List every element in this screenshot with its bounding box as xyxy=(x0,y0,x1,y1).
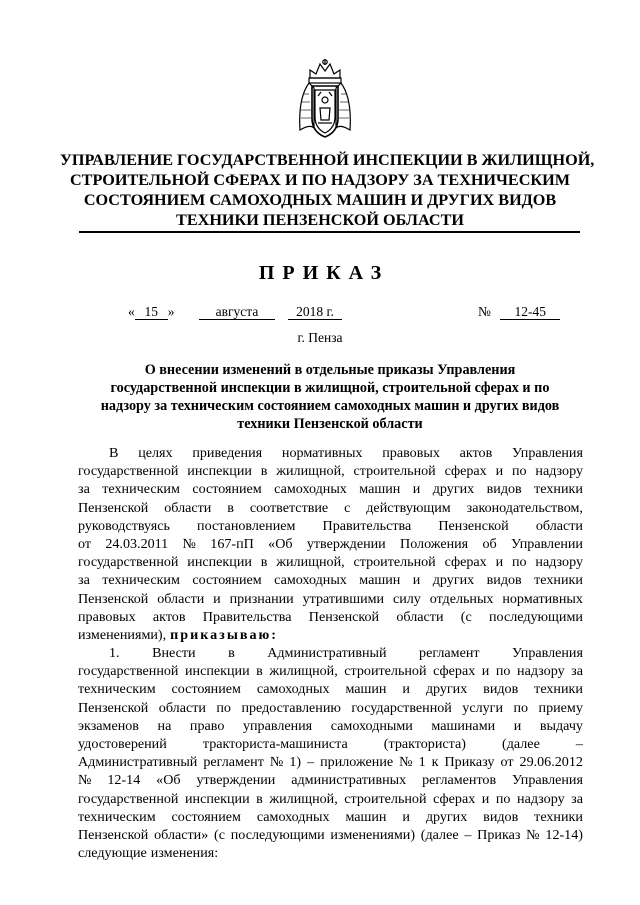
body-word: жилищной, xyxy=(269,663,338,680)
body-line xyxy=(78,771,583,789)
body-word: в xyxy=(256,663,263,680)
body-word: (с xyxy=(214,826,225,843)
body-word: Административный xyxy=(267,645,387,662)
body-word: за xyxy=(571,663,583,680)
body-word: самоходных xyxy=(274,572,347,589)
body-word: и xyxy=(402,681,410,698)
body-word: за xyxy=(78,572,90,589)
body-word: состоянием xyxy=(171,681,241,698)
body-word: состоянием xyxy=(171,808,241,825)
body-word: техники xyxy=(534,681,583,698)
body-word: в xyxy=(227,499,234,516)
body-word: и xyxy=(213,590,221,607)
body-word: надзору xyxy=(517,790,565,807)
body-word: актов xyxy=(152,608,186,625)
body-word: услуги xyxy=(462,699,504,716)
body-word: признании xyxy=(229,590,294,607)
body-word: области xyxy=(157,590,205,607)
body-word: № xyxy=(182,535,196,552)
body-word: – xyxy=(307,754,315,771)
body-word: изменениями) xyxy=(330,826,416,843)
body-word: сферах xyxy=(444,554,487,571)
body-word: строительной xyxy=(353,554,436,571)
order-number xyxy=(478,304,560,320)
body-word: актов xyxy=(459,445,493,461)
body-word: за xyxy=(571,790,583,807)
order-month xyxy=(199,304,275,320)
body-line xyxy=(78,480,583,498)
body-word: техники xyxy=(534,572,583,589)
body-word: в xyxy=(260,463,268,480)
body-word: Приказу xyxy=(444,754,495,771)
body-word: видов xyxy=(483,681,519,698)
body-word: административных xyxy=(291,772,407,789)
body-word: Внести xyxy=(152,645,196,662)
body-word: государственной xyxy=(78,554,179,571)
day-value: 15 xyxy=(135,304,168,320)
body-word: нормативных xyxy=(281,445,363,461)
body-word: государственной xyxy=(78,463,179,480)
body-word: – xyxy=(464,826,472,843)
org-line: УПРАВЛЕНИЕ ГОСУДАРСТВЕННОЙ ИНСПЕКЦИИ В ЖИЛИЩНОЙ, xyxy=(60,151,595,169)
body-line xyxy=(78,590,583,608)
body-word: законодательством, xyxy=(466,499,583,516)
body-word: состоянием xyxy=(192,572,262,589)
body-word: Пензенской xyxy=(78,590,149,607)
body-word: по xyxy=(216,699,231,716)
body-word: сферах xyxy=(433,790,476,807)
body-word: строительной xyxy=(353,463,436,480)
body-word: самоходных xyxy=(256,808,330,825)
body-word: с xyxy=(344,499,351,516)
body-word: и xyxy=(495,463,504,480)
body-word: государственной xyxy=(351,699,452,716)
body-word: 1 xyxy=(418,754,426,771)
body-word: видов xyxy=(483,808,519,825)
body-word: жилищной, xyxy=(276,463,345,480)
body-word: машинами xyxy=(431,717,496,734)
body-word: Административный xyxy=(78,754,198,771)
body-word: на xyxy=(157,717,172,734)
body-word: в xyxy=(228,645,235,662)
body-word: Пензенской xyxy=(78,699,149,716)
body-word: инспекции xyxy=(187,463,252,480)
order-subject xyxy=(80,361,580,433)
body-word: в xyxy=(256,790,263,807)
body-word: № xyxy=(269,754,284,771)
body-line xyxy=(78,444,583,462)
document-title: ПРИКАЗ xyxy=(258,262,390,284)
body-line xyxy=(78,753,583,771)
body-word: от xyxy=(500,754,514,771)
body-word: силу xyxy=(392,590,421,607)
body-word: Правительства xyxy=(322,517,412,534)
body-line xyxy=(78,462,583,480)
quote-open: « xyxy=(128,304,135,319)
body-word: по xyxy=(495,663,511,680)
order-directive: приказываю: xyxy=(170,626,278,643)
body-word: и xyxy=(412,481,421,498)
body-word: изменения: xyxy=(150,845,219,862)
body-word: инспекции xyxy=(187,554,252,571)
body-word: «Об xyxy=(268,535,293,552)
body-word: самоходными xyxy=(330,717,413,734)
body-word: приложение xyxy=(320,754,394,771)
body-word: за xyxy=(78,481,90,498)
body-word: техническим xyxy=(78,681,156,698)
body-line xyxy=(78,608,583,626)
body-line xyxy=(78,644,583,662)
body-word: Управления xyxy=(512,772,583,789)
body-word: руководствуясь xyxy=(78,517,170,534)
body-word: Управления xyxy=(512,445,583,461)
body-line xyxy=(78,626,583,644)
body-word: 12-14) xyxy=(545,826,583,843)
body-word: утратившими xyxy=(302,590,385,607)
body-word: об xyxy=(482,535,497,552)
body-word: сферах xyxy=(433,663,476,680)
body-line xyxy=(78,808,583,826)
body-word: и xyxy=(402,808,410,825)
body-word: постановлением xyxy=(197,517,296,534)
org-line: СТРОИТЕЛЬНОЙ СФЕРАХ И ПО НАДЗОРУ ЗА ТЕХНИЧЕСКИМ xyxy=(69,171,571,189)
body-word: № xyxy=(399,754,413,771)
order-day xyxy=(128,304,175,320)
body-word: надзору xyxy=(535,463,583,480)
body-word: государственной xyxy=(78,790,179,807)
body-word: состоянием xyxy=(192,481,262,498)
body-word: в xyxy=(260,554,268,571)
body-word: по xyxy=(513,699,529,716)
body-word: Пензенской xyxy=(78,499,149,516)
body-line xyxy=(78,680,583,698)
subject-line: техники Пензенской области xyxy=(237,416,423,432)
body-word: и xyxy=(495,554,504,571)
body-word: регламент xyxy=(419,645,480,662)
order-year xyxy=(288,304,342,320)
body-word: других xyxy=(425,808,468,825)
body-word: соответствие xyxy=(249,499,329,516)
body-word: Положения xyxy=(400,535,469,552)
body-line xyxy=(78,499,583,517)
body-word: право xyxy=(189,717,225,734)
body-word: экзаменов xyxy=(78,717,139,734)
city: г. Пенза xyxy=(297,330,343,345)
body-word: машин xyxy=(359,481,401,498)
header-divider xyxy=(79,231,580,233)
body-word: приведения xyxy=(192,445,263,461)
body-word: управления xyxy=(242,717,313,734)
body-word: правовых xyxy=(78,608,136,625)
body-word: и xyxy=(481,790,490,807)
coat-of-arms-icon xyxy=(296,58,354,140)
body-word: государственной xyxy=(78,663,179,680)
body-word: жилищной, xyxy=(269,790,338,807)
body-line xyxy=(78,662,583,680)
body-word: изменениями), xyxy=(78,626,167,643)
body-word: техническим xyxy=(102,572,180,589)
body-line xyxy=(78,735,583,753)
body-word: видов xyxy=(486,481,522,498)
body-word: и xyxy=(513,717,522,734)
body-word: (с xyxy=(460,608,472,625)
month-value: августа xyxy=(199,304,275,320)
number-value: 12-45 xyxy=(500,304,560,320)
body-line xyxy=(78,571,583,589)
body-word: следующие xyxy=(78,845,147,862)
body-word: Управлении xyxy=(510,535,583,552)
body-word: инспекции xyxy=(185,663,250,680)
subject-line: надзору за техническим состоянием самоходных машин и других видов xyxy=(100,398,560,414)
body-line xyxy=(78,699,583,717)
body-word: удостоверений xyxy=(78,736,167,752)
body-word: последующими xyxy=(230,826,325,843)
body-word: регламент xyxy=(203,754,264,771)
body-word: по xyxy=(495,790,511,807)
body-word: других xyxy=(425,681,468,698)
body-word: отдельных xyxy=(429,590,494,607)
body-word: утверждении xyxy=(196,772,276,789)
body-word: по xyxy=(511,463,527,480)
year-value: 2018 г. xyxy=(288,304,342,320)
body-word: от xyxy=(78,535,92,552)
body-word: других xyxy=(432,481,475,498)
org-line: ТЕХНИКИ ПЕНЗЕНСКОЙ ОБЛАСТИ xyxy=(176,211,464,229)
body-word: самоходных xyxy=(256,681,330,698)
body-word: действующим xyxy=(366,499,451,516)
org-line: СОСТОЯНИЕМ САМОХОДНЫХ МАШИН И ДРУГИХ ВИДОВ xyxy=(83,191,557,209)
body-word: строительной xyxy=(344,790,427,807)
body-word: 29.06.2012 xyxy=(519,754,583,771)
body-word: целях xyxy=(138,445,173,461)
body-line xyxy=(78,517,583,535)
body-word: (далее xyxy=(502,736,540,752)
body-word: видов xyxy=(486,572,522,589)
body-word: по xyxy=(511,554,527,571)
body-word: «Об xyxy=(156,772,181,789)
body-word: инспекции xyxy=(185,790,250,807)
body-word: В xyxy=(109,445,119,461)
body-word: Правительства xyxy=(202,608,292,625)
body-word: машин xyxy=(345,808,387,825)
body-word: и xyxy=(481,663,490,680)
body-line xyxy=(78,826,583,844)
body-line xyxy=(78,535,583,553)
number-sign: № xyxy=(478,304,491,319)
body-word: техники xyxy=(534,808,583,825)
body-word: сферах xyxy=(444,463,487,480)
body-word: нормативных xyxy=(502,590,583,607)
body-line xyxy=(78,553,583,571)
body-word: Пензенской xyxy=(308,608,380,625)
subject-line: государственной инспекции в жилищной, строительной сферах и по xyxy=(110,380,550,396)
quote-close: » xyxy=(167,304,175,319)
body-word: (тракториста) xyxy=(383,736,466,752)
body-word: и xyxy=(412,572,421,589)
body-word: (далее xyxy=(420,826,459,843)
body-word: машин xyxy=(345,681,387,698)
body-word: машин xyxy=(359,572,401,589)
body-line xyxy=(78,844,583,862)
body-word: Приказ xyxy=(477,826,521,843)
body-word: – xyxy=(575,736,583,752)
body-word: утверждении xyxy=(306,535,386,552)
body-word: области xyxy=(396,608,444,625)
body-word: регламентов xyxy=(422,772,497,789)
body-word: техники xyxy=(534,481,583,498)
order-body xyxy=(78,444,583,862)
body-word: надзору xyxy=(535,554,583,571)
body-word: 167-пП xyxy=(210,535,254,552)
body-word: области xyxy=(158,699,206,716)
body-word: области xyxy=(535,517,583,534)
body-word: № xyxy=(78,772,92,789)
body-word: области xyxy=(164,499,212,516)
organization-name xyxy=(60,150,595,230)
body-word: техническим xyxy=(78,808,156,825)
body-word: строительной xyxy=(344,663,427,680)
subject-line: О внесении изменений в отдельные приказы Управления xyxy=(144,362,516,378)
body-word: правовых xyxy=(382,445,440,461)
body-word: техническим xyxy=(102,481,180,498)
body-word: Управления xyxy=(512,645,583,662)
body-word: 1. xyxy=(109,645,120,662)
body-word: Пензенской xyxy=(438,517,509,534)
body-word: к xyxy=(431,754,439,771)
body-word: жилищной, xyxy=(276,554,345,571)
body-word: последующими xyxy=(489,608,583,625)
body-word: № xyxy=(526,826,540,843)
body-word: предоставлению xyxy=(241,699,341,716)
body-line xyxy=(78,790,583,808)
body-word: 1) xyxy=(289,754,302,771)
body-word: надзору xyxy=(517,663,565,680)
body-word: Пензенской xyxy=(78,826,149,843)
body-word: приему xyxy=(538,699,583,716)
body-word: 12-14 xyxy=(107,772,141,789)
body-word: тракториста-машиниста xyxy=(202,736,348,752)
body-word: 24.03.2011 xyxy=(105,535,169,552)
body-line xyxy=(78,717,583,735)
body-word: области» xyxy=(154,826,209,843)
body-word: самоходных xyxy=(274,481,347,498)
body-word: других xyxy=(432,572,475,589)
body-word: выдачу xyxy=(539,717,583,734)
